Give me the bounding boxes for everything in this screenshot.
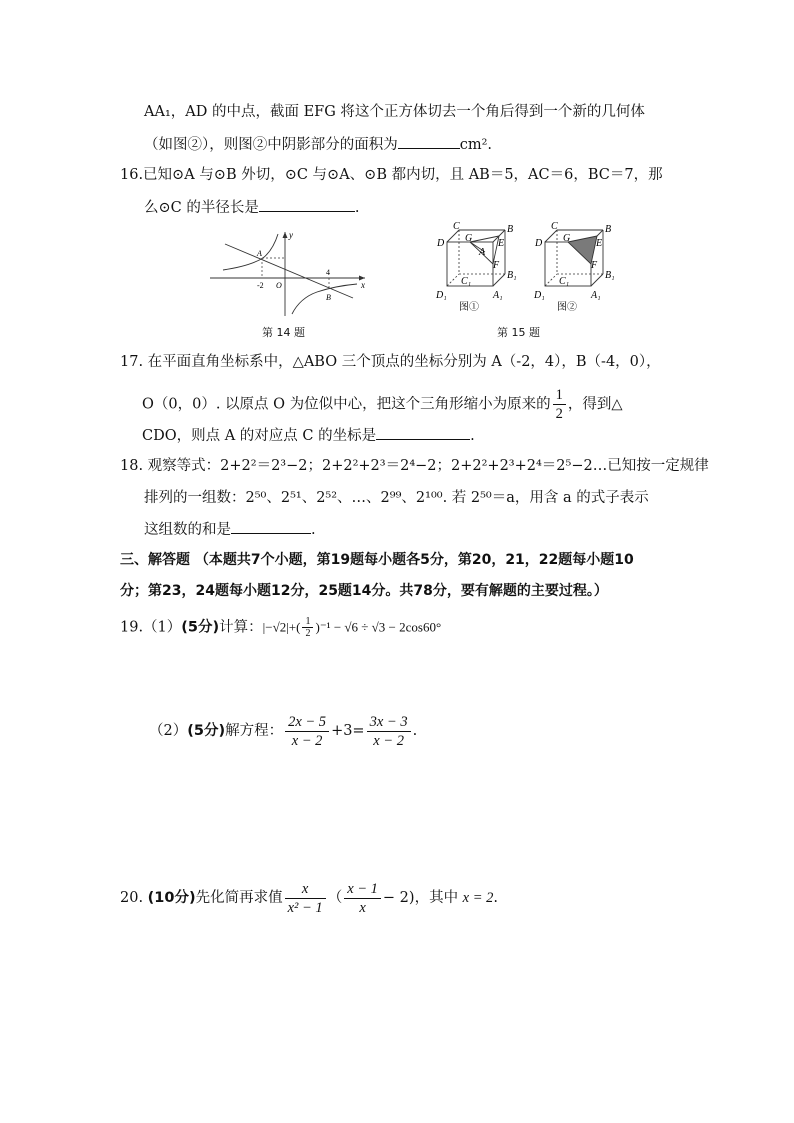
figure-14-caption: 第 14 题 [262,326,305,339]
cube2-label-c: C [551,222,558,232]
cube1-label-a1: A₁ [493,290,503,301]
q16-answer-blank[interactable] [259,197,355,212]
q16-line2 [144,197,359,218]
q20-fraction-2 [344,880,381,917]
cube1-label-e: E [498,238,505,249]
q19-p1-score: (5分) [181,619,220,636]
q19-part2 [149,712,417,750]
q20-end: . [493,890,499,906]
cube1-caption: 图① [459,302,479,312]
q19-label: 19.（1） [120,619,182,636]
q19-p1-expr-b: )⁻¹ − √6 ÷ √3 − 2cos60° [315,619,442,635]
figure-15-caption: 第 15 题 [497,326,540,339]
q19-p1-frac-num: 1 [302,616,313,628]
q17-line1: 17. 在平面直角坐标系中，△ABO 三个顶点的坐标分别为 A（-2，4），B（-4，0）， [120,354,661,370]
q19-p2-end: . [412,723,418,739]
q19-p2-f2-num: 3x − 3 [367,713,411,732]
q17-line3 [142,425,475,446]
q20-fraction-1 [285,880,326,917]
q19-p2-fraction-2 [367,713,411,750]
figure-14-graph [205,228,375,318]
q19-part1 [120,616,441,639]
q17-fraction [553,386,566,423]
fig14-o-label: O [276,281,282,290]
q19-p2-text: 解方程： [225,723,284,739]
q19-p2-f1-num: 2x − 5 [285,713,329,732]
q17-frac-num: 1 [553,386,566,405]
q15-unit: cm². [459,137,493,153]
q20-f1-num: x [285,880,326,899]
q19-p1-fraction [302,616,313,639]
q17-period: . [470,428,475,444]
q20-text: 先化简再求值 [195,890,283,906]
q19-p1-expr-a: |−√2|+( [262,619,301,635]
q17-line2-end: ，得到△ [567,396,623,413]
q20-label: 20. [120,890,144,906]
q20-score: (10分) [147,890,196,906]
cube1-label-g: G [465,233,473,244]
cube2-label-g: G [563,233,571,244]
q18-line3 [144,519,316,540]
q15-line1: AA₁，AD 的中点，截面 EFG 将这个正方体切去一个角后得到一个新的几何体 [144,104,645,120]
q15-answer-blank[interactable] [398,134,460,149]
cube2-label-d: D [535,238,543,249]
q17-line2-text: O（0，0）. 以原点 O 为位似中心，把这个三角形缩小为原来的 [142,396,551,413]
cube1-label-b1: B₁ [507,270,517,281]
q16-period: . [354,200,360,216]
q19-p2-label: （2） [149,723,188,739]
q17-answer-blank[interactable] [376,425,470,440]
q17-line2 [142,386,623,423]
cube1-label-f: F [493,260,500,271]
q19-p1-frac-den: 2 [305,628,311,639]
section-3-heading-line2: 分；第23，24题每小题12分，25题14分。共78分，要有解题的主要过程。） [120,583,608,599]
cube2-label-e: E [596,238,603,249]
fig14-neg2-label: -2 [257,281,264,290]
q17-frac-den: 2 [555,406,563,422]
cube1-label-b: B [507,224,514,235]
q19-p2-mid: +3= [331,723,365,739]
cube1-label-d: D [437,238,445,249]
cube2-caption: 图② [557,302,577,312]
q17-line3-text: CDO，则点 A 的对应点 C 的坐标是 [142,428,377,444]
fig14-a-label: A [257,249,262,258]
figure-15-cube-1 [435,222,525,312]
q20-f2-num: x − 1 [344,880,381,899]
cube2-label-a1: A₁ [591,290,601,301]
q18-line3-text: 这组数的和是 [144,522,231,538]
q19-p2-fraction-1 [285,713,329,750]
q18-line1: 18. 观察等式：2+2²＝2³−2；2+2²+2³＝2⁴−2；2+2²+2³+2⁴＝2⁵−2…已知按一定规律 [120,458,709,474]
section-3-heading-line1: 三、解答题 （本题共7个小题，第19题每小题各5分，第20，21，22题每小题10 [120,552,634,568]
q19-p2-score: (5分) [187,723,226,739]
fig14-four-label: 4 [326,268,330,277]
cube1-label-c1: C₁ [461,276,472,287]
fig14-x-label: x [361,280,365,290]
cube1-label-c: C [453,222,460,232]
q20-f2-den: x [359,899,366,916]
q18-period: . [311,522,316,538]
cube2-label-b1: B₁ [605,270,615,281]
q20-close: − 2)，其中 [382,890,459,906]
q16-line2-text: 么⊙C 的半径长是 [144,200,259,216]
q20-condition: x = 2 [462,890,494,906]
cube2-label-d1: D₁ [534,290,545,301]
q15-line2 [144,134,492,155]
cube2-label-f: F [591,260,598,271]
q16-line1: 16.已知⊙A 与⊙B 外切，⊙C 与⊙A、⊙B 都内切，且 AB＝5，AC＝6，BC＝7，那 [120,167,663,183]
q20-f1-den: x² − 1 [287,899,323,916]
fig14-y-label: y [289,230,293,240]
cube1-label-a: A [479,247,486,258]
q15-line2-text: （如图②），则图②中阴影部分的面积为 [144,137,398,153]
q19-p1-text: 计算： [219,619,263,636]
cube2-label-c1: C₁ [559,276,570,287]
q20 [120,879,498,917]
q19-p2-f1-den: x − 2 [291,732,323,749]
q18-line2: 排列的一组数：2⁵⁰、2⁵¹、2⁵²、…、2⁹⁹、2¹⁰⁰. 若 2⁵⁰＝a，用含 a 的式子表示 [144,490,649,506]
figure-15-cube-2 [533,222,623,312]
q19-p2-f2-den: x − 2 [373,732,404,749]
q18-answer-blank[interactable] [231,519,311,534]
cube1-label-d1: D₁ [436,290,447,301]
cube2-label-b: B [605,224,612,235]
fig14-b-label: B [326,293,331,302]
q20-open: （ [327,890,343,906]
